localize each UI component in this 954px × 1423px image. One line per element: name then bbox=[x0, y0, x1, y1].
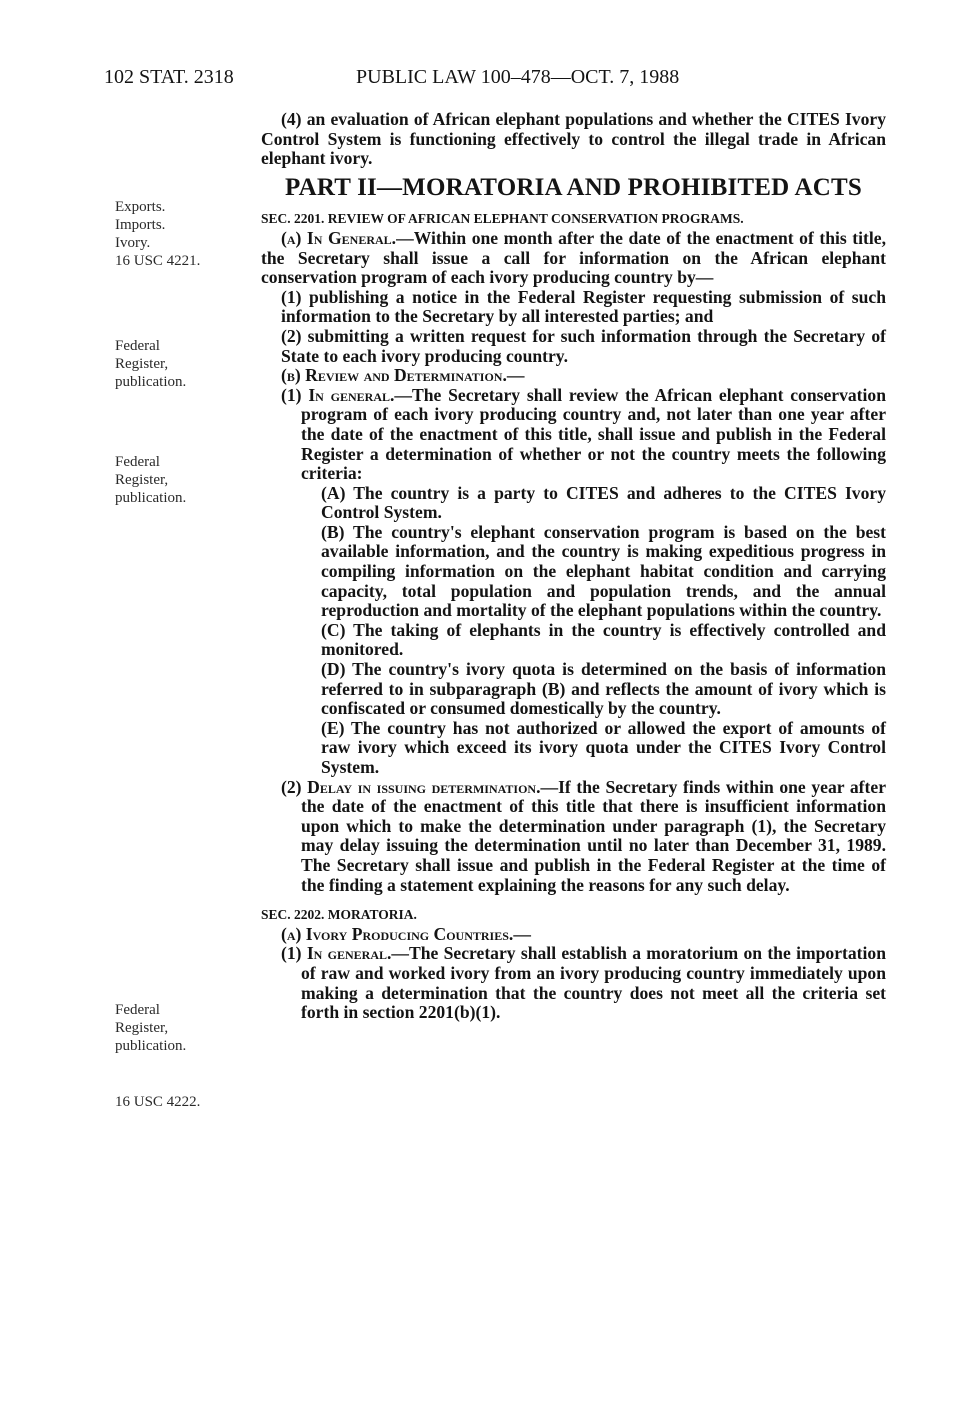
subsection-b-label: (b) Review and Determination. bbox=[281, 365, 507, 386]
paragraph-b-2 bbox=[261, 778, 886, 896]
paragraph-b-2-num: (2) bbox=[281, 776, 302, 797]
section-2201-heading: SEC. 2201. REVIEW OF AFRICAN ELEPHANT CONSERVATION PROGRAMS. bbox=[261, 211, 744, 227]
criterion-b-text: (B) The country's elephant conservation program is based on the best available information, and the country is making expeditious progress in compiling information on the elephant habitat condition and carrying capacity, total population and population trends, and the annual reproduction and mortality of the elephant populations within the country. bbox=[321, 521, 886, 621]
criterion-a bbox=[261, 484, 886, 523]
body-text bbox=[261, 110, 886, 1023]
subsection-b-dash: — bbox=[506, 365, 525, 386]
margin-note-16-usc-4222 bbox=[115, 1093, 200, 1111]
paragraph-item-4: (4) an evaluation of African elephant populations and whether the CITES Ivory Control System is functioning effectively to control the illegal trade in African elephant ivory. bbox=[261, 109, 886, 169]
margin-note-line: Register, bbox=[115, 472, 169, 488]
margin-note-line: 16 USC 4221. bbox=[115, 253, 201, 269]
paragraph-b-1-text: —The Secretary shall review the African elephant conservation program of each ivory producing country and, not later than one year after the date of the enactment of this title, shall issue and publish in the Federal Register a determination of whether or not the country meets the following criteria: bbox=[301, 384, 887, 484]
subsection-a-label: (a) In General. bbox=[281, 227, 397, 248]
margin-note-exports bbox=[115, 198, 200, 270]
paragraph-b-2-label: Delay in issuing determination. bbox=[307, 776, 541, 797]
criterion-c-text: (C) The taking of elephants in the country is effectively controlled and monitored. bbox=[321, 619, 886, 660]
margin-note-line: 16 USC 4222. bbox=[115, 1094, 201, 1110]
criterion-e-text: (E) The country has not authorized or allowed the export of amounts of raw ivory which exceed its ivory quota under the CITES Ivory Control System. bbox=[321, 717, 886, 777]
paragraph-b-1-label: In general. bbox=[308, 384, 395, 405]
subsection-2202-a-label: (a) Ivory Producing Countries. bbox=[281, 923, 514, 944]
margin-note-line: Ivory. bbox=[115, 235, 151, 251]
paragraph-2202-a-1-text: —The Secretary shall establish a moratorium on the importation of raw and worked ivory from an ivory producing country immediately upon making a determination that the country does not meet all the criteria set forth in section 2201(b)(1). bbox=[301, 943, 887, 1023]
margin-note-federal-register-2 bbox=[115, 453, 186, 507]
criterion-b bbox=[261, 523, 886, 621]
section-2202-heading: SEC. 2202. MORATORIA. bbox=[261, 907, 417, 923]
criterion-d bbox=[261, 660, 886, 719]
paragraph-a-1-text: (1) publishing a notice in the Federal Register requesting submission of such information to the Secretary by all interested parties; and bbox=[281, 286, 886, 327]
margin-note-line: publication. bbox=[115, 1038, 187, 1054]
margin-note-federal-register-1 bbox=[115, 337, 186, 391]
criterion-a-text: (A) The country is a party to CITES and adheres to the CITES Ivory Control System. bbox=[321, 482, 886, 523]
paragraph-b-1-num: (1) bbox=[281, 384, 302, 405]
subsection-b bbox=[261, 366, 886, 386]
margin-note-line: Register, bbox=[115, 356, 169, 372]
criterion-e bbox=[261, 719, 886, 778]
margin-note-line: publication. bbox=[115, 490, 187, 506]
paragraph-2202-a-1 bbox=[261, 944, 886, 1022]
paragraph-a-2-text: (2) submitting a written request for such information through the Secretary of State to each ivory producing country. bbox=[281, 325, 886, 366]
paragraph-a-1 bbox=[261, 288, 886, 327]
paragraph-b-2-text: —If the Secretary finds within one year after the date of the enactment of this title that there is insufficient information upon which to make the determination under paragraph (1), the Secretary may delay issuing the determination until no later than December 31, 1989. The Secretary shall issue and publish in the Federal Register at the time of the finding a statement explaining the reasons for any such delay. bbox=[301, 776, 887, 895]
criterion-d-text: (D) The country's ivory quota is determined on the basis of information referred to in subparagraph (B) and reflects the amount of ivory which is confiscated or consumed domestically by the country. bbox=[321, 659, 886, 719]
margin-note-federal-register-3 bbox=[115, 1001, 186, 1055]
margin-note-line: Register, bbox=[115, 1020, 169, 1036]
criterion-c bbox=[261, 621, 886, 660]
margin-note-line: Imports. bbox=[115, 217, 166, 233]
law-header: PUBLIC LAW 100–478—OCT. 7, 1988 bbox=[356, 66, 680, 88]
subsection-2202-a bbox=[261, 925, 886, 945]
margin-note-line: publication. bbox=[115, 374, 187, 390]
subsection-a-text: —Within one month after the date of the enactment of this title, the Secretary shall issue a call for information on the African elephant conservation program of each ivory producing country by— bbox=[261, 227, 886, 288]
margin-note-line: Federal bbox=[115, 338, 160, 354]
subsection-2202-a-dash: — bbox=[513, 923, 531, 944]
paragraph-2202-a-1-label: In general. bbox=[306, 943, 392, 964]
paragraph-a-2 bbox=[261, 327, 886, 366]
margin-note-line: Exports. bbox=[115, 199, 166, 215]
page-reference: 102 STAT. 2318 bbox=[104, 66, 234, 88]
margin-note-line: Federal bbox=[115, 1002, 160, 1018]
paragraph-b-1 bbox=[261, 386, 886, 484]
paragraph-2202-a-1-num: (1) bbox=[281, 943, 302, 964]
subsection-a bbox=[261, 229, 886, 288]
part-heading: PART II—MORATORIA AND PROHIBITED ACTS bbox=[285, 173, 862, 201]
margin-note-line: Federal bbox=[115, 454, 160, 470]
